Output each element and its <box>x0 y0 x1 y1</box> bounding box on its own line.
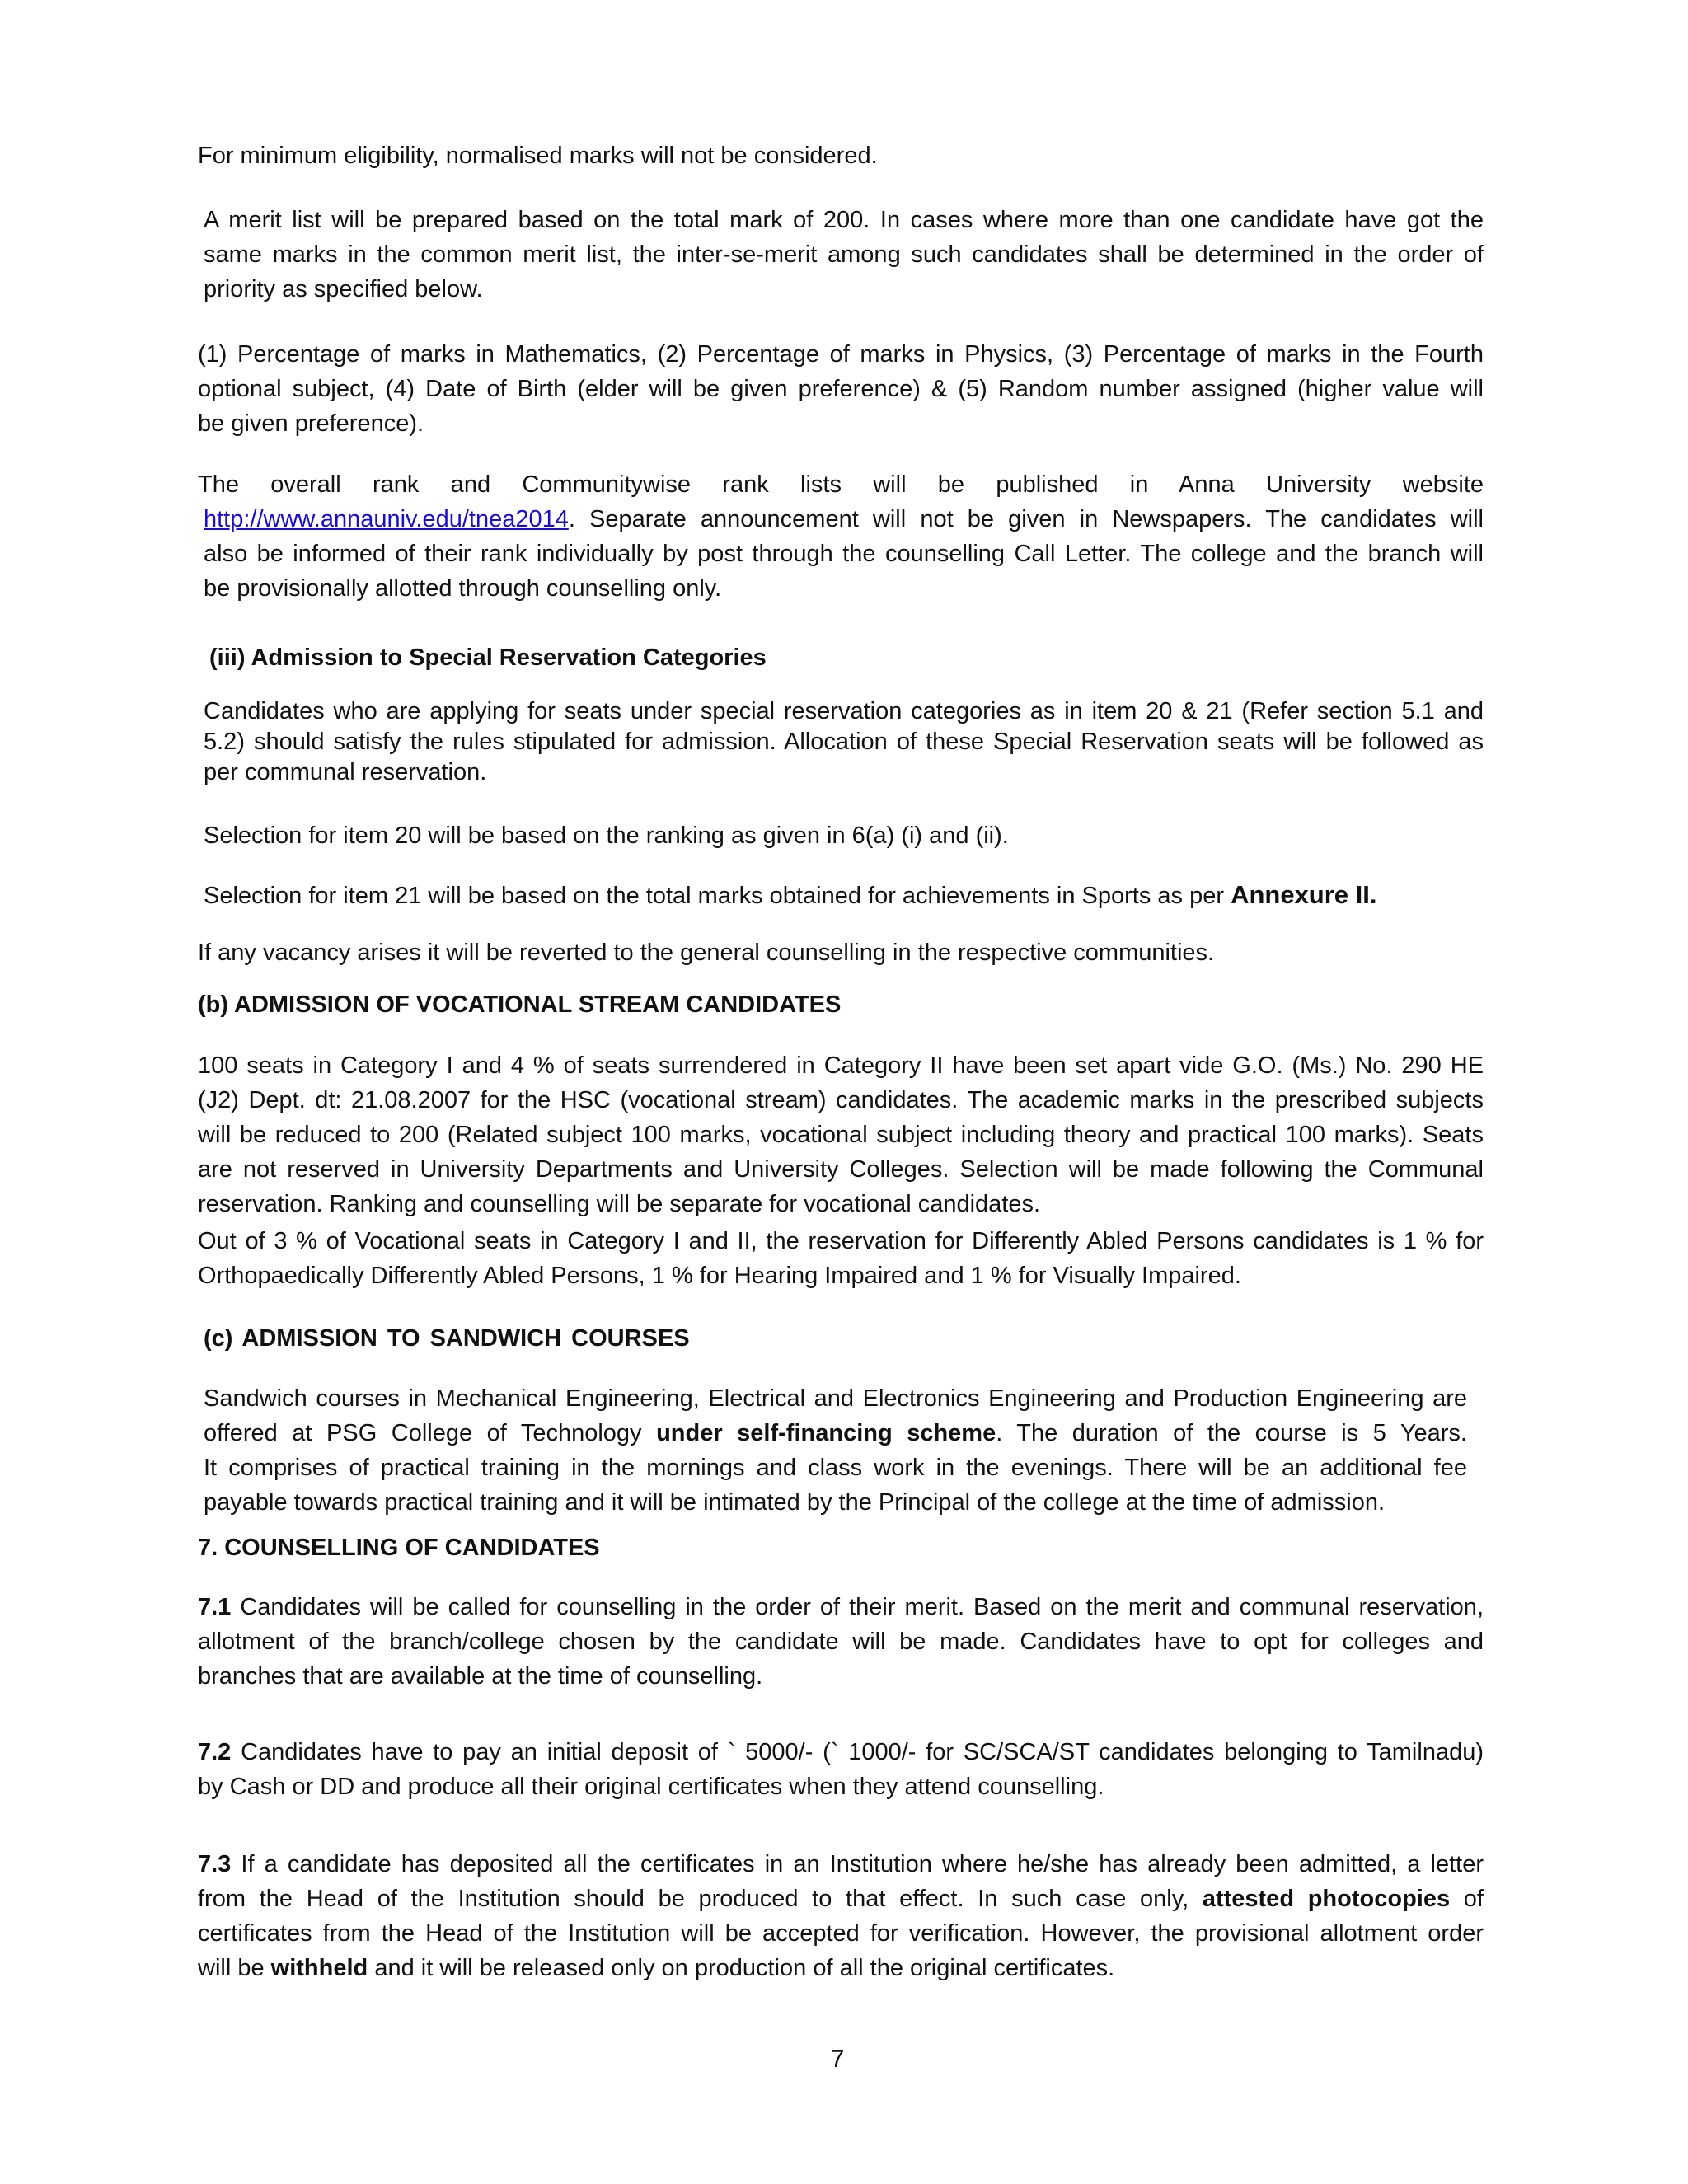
c73-text: from the Head of the Institution should be produced to that effect. In such case only, <box>198 1886 1203 1912</box>
rank-line: be provisionally allotted through counselling only. <box>204 575 722 602</box>
special-line: per communal reservation. <box>204 759 487 785</box>
vocational-line: reservation. Ranking and counselling will be separate for vocational candidates. <box>198 1191 1041 1217</box>
sandwich-line <box>204 1416 1467 1451</box>
sandwich-paragraph <box>204 1381 1467 1520</box>
merit-list-paragraph <box>204 203 1484 307</box>
attested-photocopies-emphasis: attested photocopies <box>1202 1886 1451 1912</box>
rank-line-text: . Separate announcement will not be given in Newspapers. The candidates will <box>568 506 1484 532</box>
merit-line: priority as specified below. <box>204 276 483 302</box>
rank-line <box>204 502 1484 537</box>
heading-sandwich: (c) ADMISSION TO SANDWICH COURSES <box>204 1325 690 1352</box>
vocational2-line: Out of 3 % of Vocational seats in Category I and II, the reservation for Differently Abled Persons candidates is 1 % for <box>198 1228 1484 1254</box>
priority-paragraph <box>198 337 1484 441</box>
sandwich-line: It comprises of practical training in the mornings and class work in the evenings. There will be an additional fee <box>204 1455 1467 1481</box>
merit-line: same marks in the common merit list, the inter-se-merit among such candidates shall be determined in the order of <box>204 241 1484 268</box>
section-number: 7.3 <box>198 1851 232 1877</box>
c72-line: by Cash or DD and produce all their original certificates when they attend counselling. <box>198 1774 1104 1800</box>
vocational2-line: Orthopaedically Differently Abled Persons, 1 % for Hearing Impaired and 1 % for Visually Impaired. <box>198 1263 1241 1289</box>
c73-text: of <box>1450 1886 1484 1912</box>
c72-text: Candidates have to pay an initial deposit of ` 5000/- (` 1000/- for SC/SCA/ST candidates belonging to Tamilnadu) <box>231 1739 1484 1765</box>
c73-line <box>198 1847 1484 1882</box>
priority-line: be given preference). <box>198 410 424 437</box>
vacancy-paragraph <box>198 935 1484 970</box>
vocational-line: (J2) Dept. dt: 21.08.2007 for the HSC (vocational stream) candidates. The academic marks in the prescribed subjects <box>198 1087 1484 1113</box>
c72-line <box>198 1735 1484 1769</box>
c71-line: allotment of the branch/college chosen by the candidate will be made. Candidates have to opt for colleges and <box>198 1629 1484 1655</box>
sandwich-text: . The duration of the course is 5 Years. <box>996 1420 1467 1446</box>
c73-text: If a candidate has deposited all the certificates in an Institution where he/she has already been admitted, a letter <box>231 1851 1484 1877</box>
rank-line: also be informed of their rank individually by post through the counselling Call Letter. The college and the branch will <box>204 541 1484 567</box>
merit-line: A merit list will be prepared based on the total mark of 200. In cases where more than one candidate have got the <box>204 207 1484 233</box>
selection-item21-line <box>204 878 1484 912</box>
page-number: 7 <box>830 2046 845 2073</box>
counselling-7-1 <box>198 1590 1484 1694</box>
selection-item20 <box>204 818 1484 853</box>
vocational-reservation-paragraph <box>198 1224 1484 1293</box>
section-number: 7.2 <box>198 1739 232 1765</box>
counselling-7-3 <box>198 1847 1484 1985</box>
min-eligibility-text: For minimum eligibility, normalised marks will not be considered. <box>198 143 878 169</box>
c71-line: branches that are available at the time of counselling. <box>198 1663 763 1690</box>
sandwich-line: payable towards practical training and it will be intimated by the Principal of the college at the time of admission. <box>204 1489 1386 1516</box>
selection-item21-text: Selection for item 21 will be based on the total marks obtained for achievements in Sports as per <box>204 883 1231 909</box>
vocational-line: are not reserved in University Departments and University Colleges. Selection will be made following the Communal <box>198 1156 1484 1183</box>
rank-list-paragraph-cont <box>204 502 1484 606</box>
priority-line: (1) Percentage of marks in Mathematics, (2) Percentage of marks in Physics, (3) Percentage of marks in the Fourth <box>198 341 1484 368</box>
heading-counselling: 7. COUNSELLING OF CANDIDATES <box>198 1535 600 1561</box>
heading-special-reservation: (iii) Admission to Special Reservation Categories <box>209 644 767 671</box>
c71-line <box>198 1590 1484 1624</box>
tnea-website-link[interactable]: http://www.annauniv.edu/tnea2014 <box>204 506 569 532</box>
priority-line: optional subject, (4) Date of Birth (elder will be given preference) & (5) Random number assigned (higher value will <box>198 376 1484 402</box>
withheld-emphasis: withheld <box>270 1955 368 1981</box>
vocational-paragraph <box>198 1048 1484 1221</box>
sandwich-line: Sandwich courses in Mechanical Engineering, Electrical and Electronics Engineering and Production Engineering are <box>204 1385 1467 1412</box>
vocational-line: 100 seats in Category I and 4 % of seats surrendered in Category II have been set apart vide G.O. (Ms.) No. 290 HE <box>198 1052 1484 1079</box>
special-line: Candidates who are applying for seats under special reservation categories as in item 20 & 21 (Refer section 5.1 and <box>204 698 1484 724</box>
vocational-line: will be reduced to 200 (Related subject 100 marks, vocational subject including theory and practical 100 marks). Seats <box>198 1122 1484 1148</box>
c73-line <box>198 1951 1484 1985</box>
section-number: 7.1 <box>198 1594 232 1620</box>
rank-line: The overall rank and Communitywise rank lists will be published in Anna University website <box>198 471 1484 498</box>
special-line: 5.2) should satisfy the rules stipulated for admission. Allocation of these Special Reservation seats will be followed as <box>204 729 1484 755</box>
selection-item20-text: Selection for item 20 will be based on the ranking as given in 6(a) (i) and (ii). <box>204 823 1009 849</box>
c73-text: will be <box>198 1955 271 1981</box>
annexure-ii-reference: Annexure II. <box>1231 880 1377 909</box>
counselling-7-2 <box>198 1735 1484 1804</box>
sandwich-text: offered at PSG College of Technology <box>204 1420 657 1446</box>
c71-text: Candidates will be called for counselling in the order of their merit. Based on the merit and communal reservation, <box>231 1594 1484 1620</box>
vacancy-text: If any vacancy arises it will be reverted to the general counselling in the respective communities. <box>198 940 1215 966</box>
min-eligibility-paragraph <box>198 138 1484 173</box>
heading-vocational: (b) ADMISSION OF VOCATIONAL STREAM CANDIDATES <box>198 991 842 1018</box>
special-reservation-paragraph <box>204 696 1484 788</box>
selection-item21 <box>204 878 1484 912</box>
self-financing-emphasis: under self-financing scheme <box>656 1420 996 1446</box>
rank-list-paragraph <box>198 467 1484 502</box>
c73-text: and it will be released only on production of all the original certificates. <box>368 1955 1115 1981</box>
c73-line: certificates from the Head of the Institution will be accepted for verification. However, the provisional allotment order <box>198 1920 1484 1947</box>
c73-line <box>198 1882 1484 1916</box>
